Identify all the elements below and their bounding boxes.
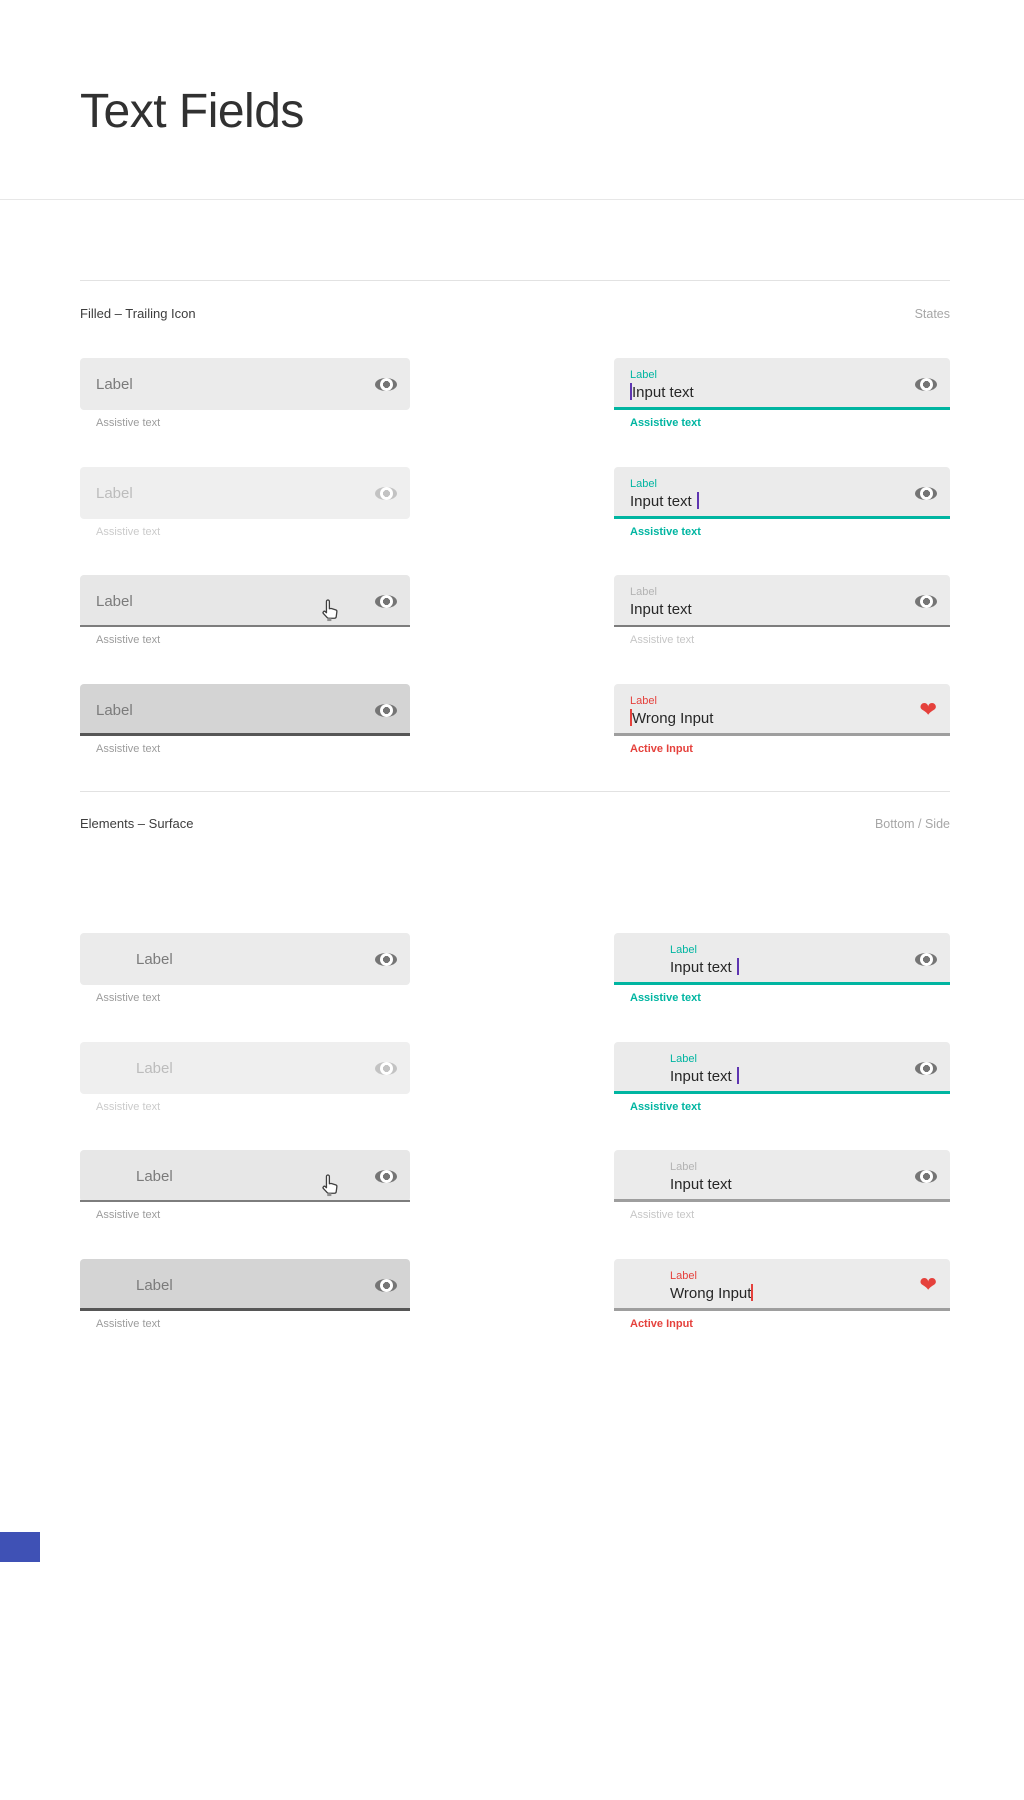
section-divider — [80, 280, 950, 281]
floating-label: Label — [630, 369, 657, 381]
input-value[interactable]: Input text — [670, 1067, 739, 1086]
pressed-underline — [80, 1308, 410, 1311]
frame-marker — [0, 1532, 40, 1562]
visibility-icon[interactable] — [915, 590, 937, 612]
field-label: Label — [96, 484, 133, 502]
visibility-icon[interactable] — [375, 948, 397, 970]
input-value[interactable]: Input text — [632, 384, 694, 401]
field-label: Label — [96, 592, 133, 610]
text-caret — [737, 958, 739, 975]
hover-underline — [80, 1200, 410, 1202]
assistive-text: Assistive text — [630, 992, 701, 1004]
pressed-underline — [80, 733, 410, 736]
floating-label: Label — [670, 1161, 697, 1173]
text-field-disabled — [80, 467, 410, 538]
input-value[interactable]: Wrong Input — [632, 710, 714, 727]
text-field-focused[interactable] — [614, 467, 950, 538]
visibility-icon[interactable] — [375, 699, 397, 721]
field-label: Label — [136, 1059, 173, 1077]
floating-label: Label — [630, 586, 657, 598]
focus-underline — [614, 407, 950, 410]
focus-underline — [614, 1091, 950, 1094]
floating-label: Label — [670, 1053, 697, 1065]
field-label: Label — [96, 701, 133, 719]
heart-icon: ❤ — [919, 1273, 937, 1297]
assistive-text: Assistive text — [630, 417, 701, 429]
text-field-filled[interactable] — [614, 575, 950, 646]
focus-underline — [614, 516, 950, 519]
text-field-enabled[interactable] — [80, 933, 410, 1004]
section-heading: Filled – Trailing Icon — [80, 306, 196, 321]
text-caret — [697, 492, 699, 509]
text-field-error[interactable] — [614, 1259, 950, 1330]
visibility-icon[interactable] — [915, 373, 937, 395]
assistive-text: Assistive text — [96, 1101, 161, 1113]
text-field-pressed[interactable] — [80, 684, 410, 755]
assistive-text: Assistive text — [96, 526, 161, 538]
text-field-filled[interactable] — [614, 1150, 950, 1221]
floating-label: Label — [630, 695, 657, 707]
floating-label: Label — [670, 944, 697, 956]
top-divider — [0, 199, 1024, 200]
field-label: Label — [136, 1167, 173, 1185]
text-field-pressed[interactable] — [80, 1259, 410, 1330]
input-value[interactable]: Input text — [630, 492, 699, 511]
assistive-text: Assistive text — [630, 526, 701, 538]
visibility-icon[interactable] — [915, 1057, 937, 1079]
error-underline — [614, 733, 950, 736]
error-underline — [614, 1308, 950, 1311]
text-field-focused[interactable] — [614, 358, 950, 429]
visibility-icon — [375, 1057, 397, 1079]
visibility-icon[interactable] — [375, 1165, 397, 1187]
input-value[interactable]: Input text — [670, 958, 739, 977]
page-title: Text Fields — [80, 85, 304, 138]
assistive-text: Assistive text — [96, 1318, 161, 1330]
input-value[interactable]: Input text — [630, 601, 692, 618]
input-value[interactable]: Input text — [670, 1176, 732, 1193]
text-field-focused[interactable] — [614, 933, 950, 1004]
visibility-icon[interactable] — [375, 1274, 397, 1296]
visibility-icon[interactable] — [375, 590, 397, 612]
field-label: Label — [136, 950, 173, 968]
assistive-text: Active Input — [630, 1318, 693, 1330]
field-label: Label — [96, 375, 133, 393]
text-field-hover[interactable] — [80, 1150, 410, 1221]
text-field-error[interactable] — [614, 684, 950, 755]
hover-underline — [80, 625, 410, 627]
input-value[interactable]: Wrong Input — [670, 1285, 752, 1302]
section-meta: Bottom / Side — [874, 817, 950, 831]
visibility-icon[interactable] — [915, 948, 937, 970]
heart-icon: ❤ — [919, 698, 937, 722]
field-label: Label — [136, 1276, 173, 1294]
text-caret — [751, 1284, 753, 1301]
visibility-icon[interactable] — [915, 1165, 937, 1187]
floating-label: Label — [630, 478, 657, 490]
text-field-hover[interactable] — [80, 575, 410, 646]
assistive-text: Assistive text — [96, 1209, 161, 1221]
text-caret — [737, 1067, 739, 1084]
text-field-enabled[interactable] — [80, 358, 410, 429]
section-meta: States — [914, 307, 950, 321]
hand-cursor-icon — [316, 597, 342, 623]
section-divider — [80, 791, 950, 792]
assistive-text: Assistive text — [96, 743, 161, 755]
section-heading: Elements – Surface — [80, 816, 194, 831]
text-field-focused[interactable] — [614, 1042, 950, 1113]
assistive-text: Assistive text — [96, 634, 161, 646]
assistive-text: Assistive text — [96, 417, 161, 429]
assistive-text: Assistive text — [630, 1101, 701, 1113]
text-field-disabled — [80, 1042, 410, 1113]
visibility-icon[interactable] — [375, 373, 397, 395]
visibility-icon — [375, 482, 397, 504]
visibility-icon[interactable] — [915, 482, 937, 504]
focus-underline — [614, 982, 950, 985]
assistive-text: Assistive text — [630, 634, 695, 646]
assistive-text: Assistive text — [96, 992, 161, 1004]
inactive-underline — [614, 625, 950, 627]
assistive-text: Assistive text — [630, 1209, 695, 1221]
hand-cursor-icon — [316, 1172, 342, 1198]
inactive-underline — [614, 1199, 950, 1202]
floating-label: Label — [670, 1270, 697, 1282]
assistive-text: Active Input — [630, 743, 693, 755]
